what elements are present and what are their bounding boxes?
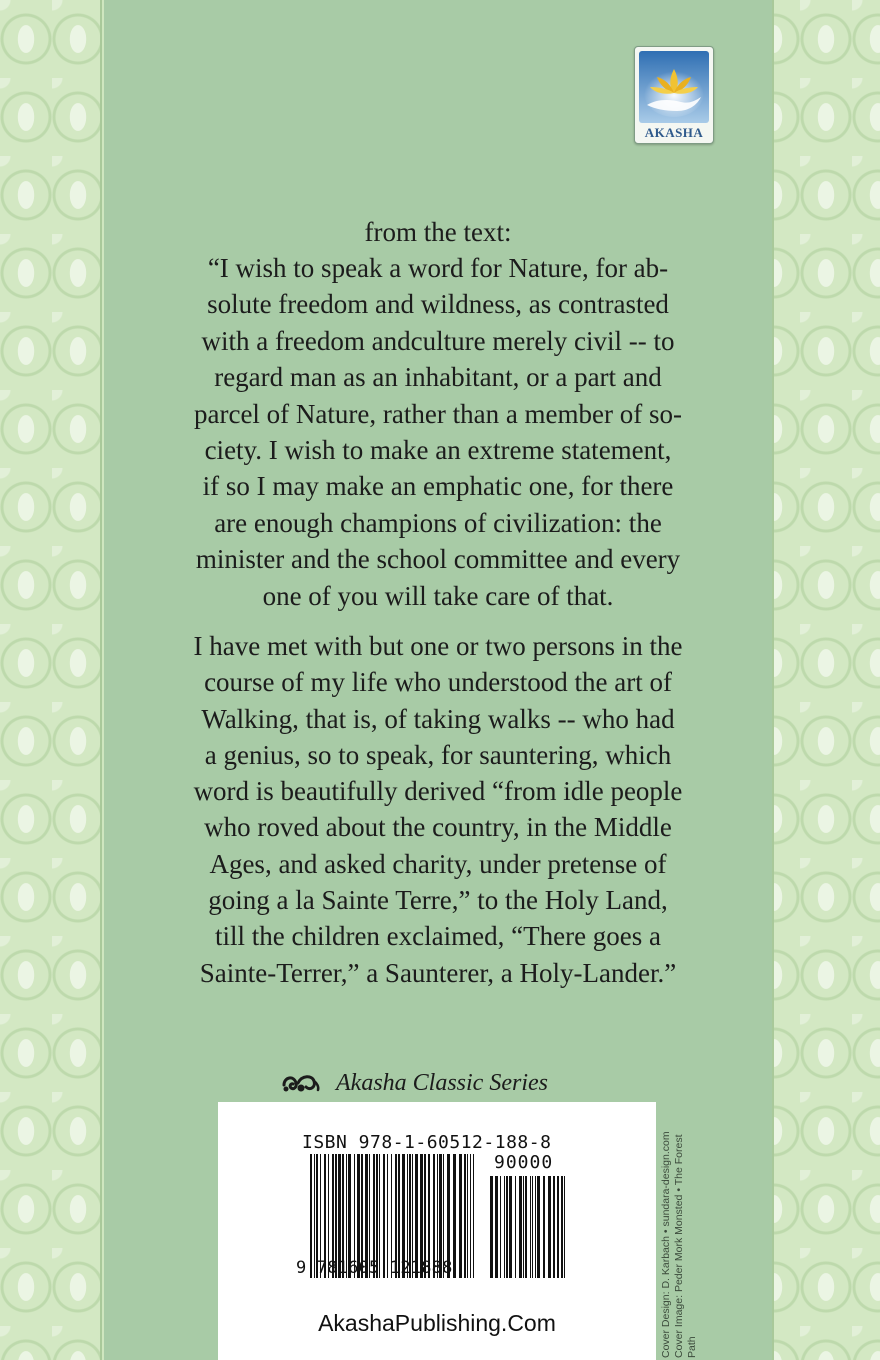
barcode-bar bbox=[564, 1176, 565, 1278]
credit-line: Cover Design: D. Karbach • sundara-design.com bbox=[660, 1131, 672, 1358]
series-name: Akasha Classic Series bbox=[336, 1069, 548, 1096]
quote-line: one of you will take care of that. bbox=[262, 580, 614, 611]
barcode-bar bbox=[525, 1176, 527, 1278]
left-decorative-border bbox=[0, 0, 100, 1360]
series-line bbox=[280, 1067, 548, 1099]
price-code: 90000 bbox=[494, 1152, 554, 1173]
excerpt-paragraph bbox=[104, 628, 772, 991]
barcode-bar bbox=[500, 1176, 501, 1278]
barcode-bar bbox=[473, 1154, 474, 1278]
barcode-bar bbox=[464, 1154, 466, 1278]
left-border-rule bbox=[100, 0, 102, 1360]
publisher-logo bbox=[634, 46, 714, 144]
quote-line: parcel of Nature, rather than a member of so- bbox=[193, 398, 683, 429]
credit-line: Cover Image: Peder Mork Monsted • The Forest bbox=[673, 1134, 685, 1358]
paragraph-line: Walking, that is, of taking walks -- who had bbox=[201, 703, 675, 734]
cover-credits bbox=[660, 1100, 704, 1358]
quote-line: “I wish to speak a word for Nature, for ab- bbox=[207, 253, 669, 283]
paragraph-line: who roved about the country, in the Middle bbox=[204, 812, 672, 843]
quote-line: with a freedom andculture merely civil -- to bbox=[201, 325, 675, 356]
quote-line: solute freedom and wildness, as contrasted bbox=[207, 289, 669, 320]
quote-line: are enough champions of civilization: the bbox=[214, 507, 662, 538]
publisher-logo-text: AKASHA bbox=[644, 125, 704, 140]
barcode-bar bbox=[504, 1176, 505, 1278]
paragraph-line: I have met with but one or two persons in the bbox=[193, 631, 683, 661]
barcode-bar bbox=[532, 1176, 533, 1278]
barcode-bar bbox=[553, 1176, 555, 1278]
intro-line: from the text: bbox=[364, 217, 512, 247]
barcode-bar bbox=[506, 1176, 508, 1278]
barcode-bar bbox=[530, 1176, 531, 1278]
paragraph-line: a genius, so to speak, for sauntering, which bbox=[204, 739, 672, 770]
barcode-bar bbox=[509, 1176, 512, 1278]
ean-digits: 9 781605 121888 bbox=[296, 1258, 453, 1278]
barcode-bar bbox=[519, 1176, 522, 1278]
publisher-website: AkashaPublishing.Com bbox=[318, 1310, 556, 1336]
barcode-bar bbox=[470, 1154, 471, 1278]
quote-line: ciety. I wish to make an extreme statement, bbox=[204, 435, 672, 466]
right-border-rule bbox=[772, 0, 774, 1360]
quote-line: regard man as an inhabitant, or a part and bbox=[214, 362, 662, 393]
paragraph-line: course of my life who understood the art of bbox=[204, 667, 672, 698]
barcode-bar bbox=[561, 1176, 563, 1278]
paragraph-line: Sainte-Terrer,” a Saunterer, a Holy-Lander.” bbox=[199, 957, 677, 988]
paragraph-line: till the children exclaimed, “There goes a bbox=[214, 921, 662, 952]
paragraph-line: Ages, and asked charity, under pretense of bbox=[209, 848, 667, 879]
floral-ornament-icon bbox=[280, 1071, 322, 1095]
barcode-bar bbox=[543, 1176, 545, 1278]
barcode-bar bbox=[467, 1154, 468, 1278]
quote-line: if so I may make an emphatic one, for there bbox=[202, 471, 674, 502]
barcode-bar bbox=[459, 1154, 462, 1278]
paragraph-line: going a la Sainte Terre,” to the Holy Land, bbox=[208, 885, 668, 916]
barcode-bar bbox=[535, 1176, 536, 1278]
barcode-bar bbox=[548, 1176, 551, 1278]
quote-line: minister and the school committee and every bbox=[195, 544, 681, 575]
barcode-bar bbox=[557, 1176, 559, 1278]
lotus-hand-icon bbox=[635, 47, 713, 127]
barcode-bar bbox=[495, 1176, 498, 1278]
paragraph-line: word is beautifully derived “from idle people bbox=[193, 776, 683, 807]
right-decorative-border bbox=[774, 0, 880, 1360]
barcode-bar bbox=[537, 1176, 540, 1278]
barcode-bar bbox=[490, 1176, 493, 1278]
barcode-panel bbox=[218, 1102, 656, 1360]
barcode-bar bbox=[453, 1154, 456, 1278]
isbn-label: ISBN 978-1-60512-188-8 bbox=[302, 1132, 552, 1153]
barcode-bar bbox=[515, 1176, 516, 1278]
barcode-bar bbox=[523, 1176, 524, 1278]
quote-block bbox=[104, 250, 772, 614]
credit-line: Path bbox=[686, 1336, 698, 1358]
